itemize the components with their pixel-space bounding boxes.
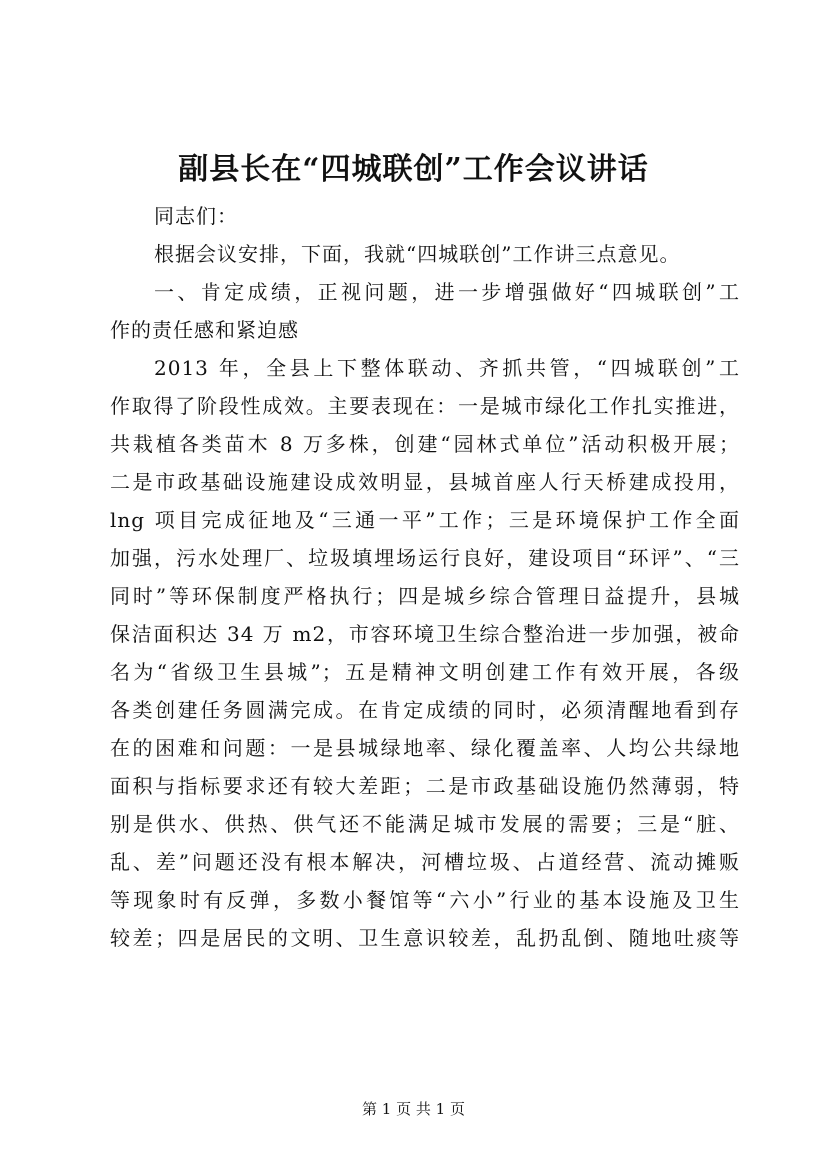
paragraph-line: 共栽植各类苗木 8 万多株，创建“园林式单位”活动积极开展； [110, 432, 740, 456]
paragraph-line: 根据会议安排，下面，我就“四城联创”工作讲三点意见。 [154, 242, 681, 266]
page-number-footer: 第 1 页 共 1 页 [362, 1100, 465, 1118]
paragraph-line: 同时”等环保制度严格执行；四是城乡综合管理日益提升，县城 [110, 584, 740, 608]
paragraph-line: lng 项目完成征地及“三通一平”工作；三是环境保护工作全面 [110, 508, 740, 532]
paragraph-line: 等现象时有反弹，多数小餐馆等“六小”行业的基本设施及卫生 [110, 888, 740, 912]
paragraph-line: 别是供水、供热、供气还不能满足城市发展的需要；三是“脏、 [110, 812, 740, 836]
paragraph-line: 各类创建任务圆满完成。在肯定成绩的同时，必须清醒地看到存 [110, 698, 740, 722]
heading-line: 作的责任感和紧迫感 [110, 318, 299, 342]
paragraph-line: 保洁面积达 34 万 m2，市容环境卫生综合整治进一步加强，被命 [110, 622, 740, 646]
salutation-line: 同志们： [154, 204, 238, 228]
paragraph-line: 在的困难和问题：一是县城绿地率、绿化覆盖率、人均公共绿地 [110, 736, 740, 760]
paragraph-line: 二是市政基础设施建设成效明显，县城首座人行天桥建成投用， [110, 470, 740, 494]
paragraph-line: 作取得了阶段性成效。主要表现在：一是城市绿化工作扎实推进， [110, 394, 740, 418]
paragraph-line: 面积与指标要求还有较大差距；二是市政基础设施仍然薄弱，特 [110, 774, 740, 798]
heading-line: 一、肯定成绩，正视问题，进一步增强做好“四城联创”工 [154, 280, 740, 304]
paragraph-line: 乱、差”问题还没有根本解决，河槽垃圾、占道经营、流动摊贩 [110, 850, 740, 874]
document-title: 副县长在“四城联创”工作会议讲话 [178, 152, 649, 187]
paragraph-line: 名为“省级卫生县城”；五是精神文明创建工作有效开展，各级 [110, 660, 740, 684]
document-body [110, 197, 740, 957]
paragraph-line: 2013 年，全县上下整体联动、齐抓共管，“四城联创”工 [154, 356, 740, 380]
paragraph-line: 加强，污水处理厂、垃圾填埋场运行良好，建设项目“环评”、“三 [110, 546, 740, 570]
paragraph-line: 较差；四是居民的文明、卫生意识较差，乱扔乱倒、随地吐痰等 [110, 926, 740, 950]
